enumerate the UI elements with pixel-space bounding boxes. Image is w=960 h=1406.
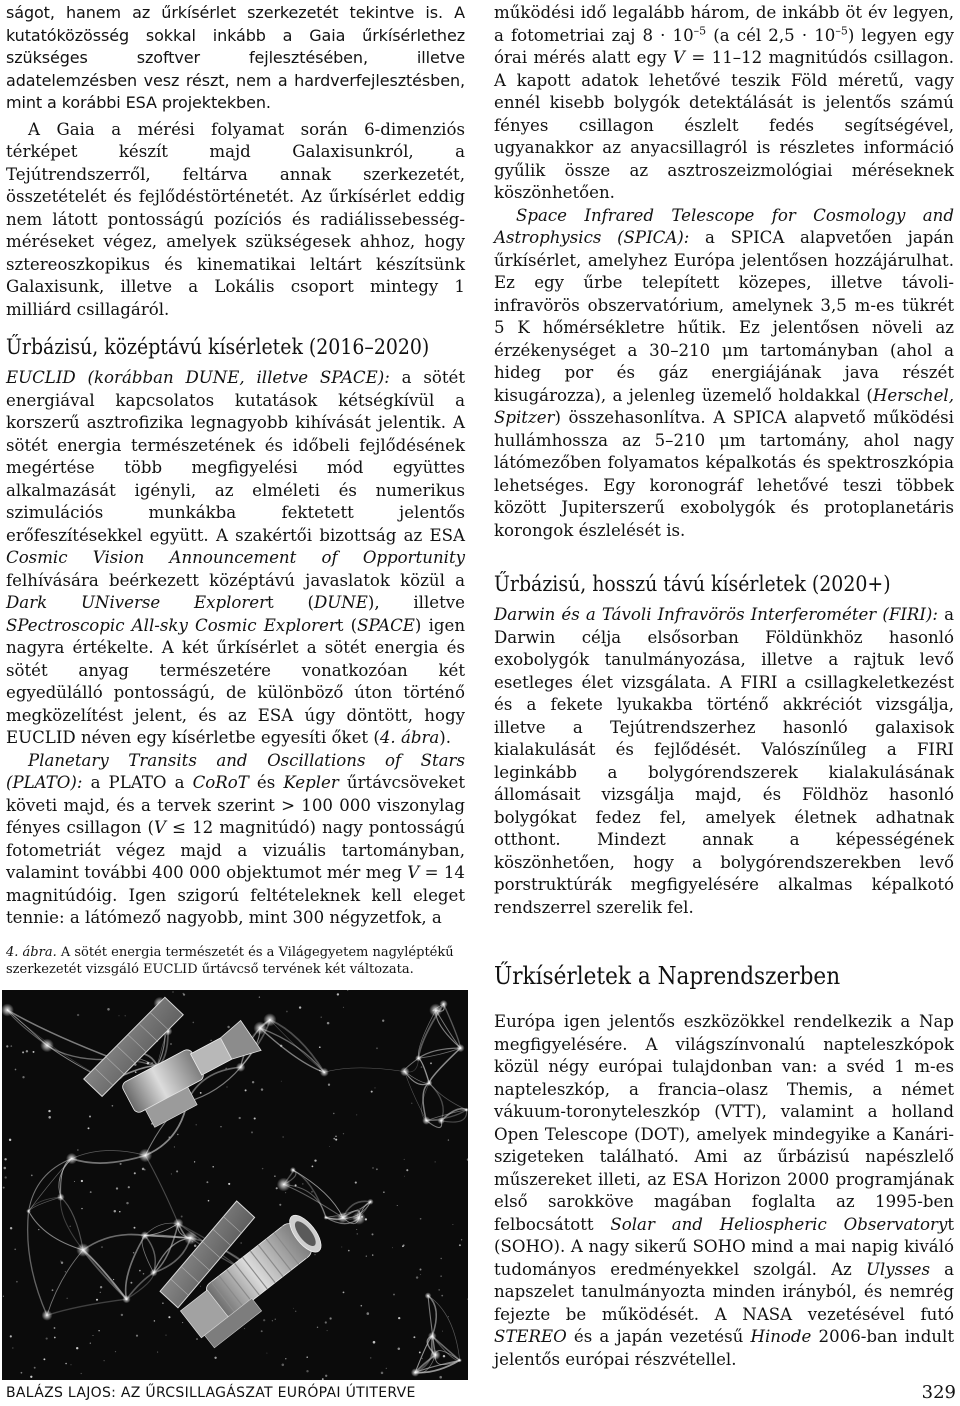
star-dot: [170, 1043, 172, 1045]
star-dot: [120, 1163, 122, 1165]
star-dot: [65, 1271, 66, 1272]
section-heading-solar-system: Űrkísérletek a Naprendszerben: [494, 962, 841, 990]
star-dot: [285, 1192, 286, 1193]
star-dot: [81, 1373, 82, 1374]
star-dot: [314, 1159, 316, 1161]
star-dot: [280, 1045, 282, 1047]
star-dot: [9, 1139, 11, 1141]
star-dot: [355, 1182, 357, 1184]
paragraph-gaia-map: A Gaia a mérési folyamat során 6-dimenziós térképet készít majd Galaxisunkról, a Tejútrendszerről, feltárva annak szerkezetét, összetételét és fejlődéstörténetét. Az űrkísérlet eddig nem látott pontosságú pozíciós és radiálissebesség-méréseket végez, amelyek szükségesek ahhoz, hogy sztereoszkopikus és kinematikai leltárt készítsünk Galaxisunk, illetve a Lokális csoport mintegy 1 milliárd csillagáról.: [6, 119, 465, 319]
star-dot: [325, 1375, 327, 1377]
star-dot: [372, 1254, 373, 1255]
star-dot: [69, 1226, 70, 1227]
galaxy-cluster-node: [320, 1068, 329, 1077]
star-dot: [356, 1114, 357, 1115]
galaxy-cluster-node: [422, 1116, 430, 1124]
star-dot: [133, 1252, 134, 1253]
galaxy-cluster-node: [352, 1211, 365, 1224]
star-dot: [154, 1320, 156, 1322]
star-dot: [10, 1045, 12, 1047]
star-dot: [420, 1274, 421, 1275]
star-dot: [226, 1086, 227, 1087]
star-dot: [60, 1261, 61, 1262]
star-dot: [311, 1191, 313, 1193]
galaxy-cluster-node: [456, 1044, 464, 1052]
star-dot: [206, 1181, 208, 1183]
star-dot: [327, 1022, 330, 1025]
star-dot: [286, 1011, 288, 1013]
star-dot: [171, 1173, 172, 1174]
star-dot: [22, 1076, 24, 1078]
star-dot: [192, 1241, 193, 1242]
paragraph-spica: Space Infrared Telescope for Cosmology and Astrophysics (SPICA): a SPICA alapvetően japán űrkísérlet, amelyhez Európa jelentősen hozzájárulhat. Ez egy űrbe telepített közepes, illetve távoli-infravörös obszervatórium, amelynek 3,5 m-es tükrét 5 K hőmérsékletre hűtik. Ez jelentősen növeli az érzékenységet a 30–210 μm tartományban (ahol a hideg por és gáz energiájának java részét kisugározza), a jelenleg üzemelő holdakkal (Herschel, Spitzer) összehasonlítva. A SPICA alapvető működési hullámhossza az 5–210 μm tartomány, ahol nagy látómezőben folyamatos képalkotás és spektroszkópia lehetséges. Egy koronográf lehetővé teszi többek között Jupiterszerű exobolygók és protoplanetáris korongok észlelését is.: [494, 205, 954, 540]
star-dot: [30, 1376, 32, 1378]
star-dot: [314, 1254, 315, 1255]
star-dot: [15, 1069, 17, 1071]
star-dot: [299, 1006, 301, 1008]
star-dot: [459, 1244, 461, 1246]
star-dot: [183, 994, 185, 996]
galaxy-cluster-node: [458, 1358, 462, 1362]
star-dot: [113, 1279, 114, 1280]
star-dot: [210, 1040, 211, 1041]
star-dot: [381, 1372, 384, 1375]
galaxy-cluster-node: [26, 1209, 31, 1214]
star-dot: [337, 993, 339, 995]
page-number: 329: [921, 1382, 956, 1403]
galaxy-cluster-node: [426, 1080, 432, 1086]
star-dot: [74, 1181, 75, 1182]
star-dot: [259, 996, 260, 997]
star-dot: [4, 1167, 7, 1170]
star-dot: [181, 1216, 183, 1218]
star-dot: [285, 1358, 286, 1359]
star-dot: [196, 1124, 197, 1125]
star-dot: [6, 1045, 8, 1047]
galaxy-cluster-node: [438, 1117, 445, 1124]
star-dot: [452, 1224, 453, 1225]
star-dot: [101, 1247, 102, 1248]
star-dot: [367, 1312, 370, 1315]
star-dot: [370, 1357, 372, 1359]
star-dot: [128, 1186, 130, 1188]
star-dot: [317, 1327, 318, 1328]
star-dot: [107, 1008, 110, 1011]
galaxy-cluster-node: [66, 1153, 77, 1164]
star-dot: [168, 1316, 170, 1318]
star-dot: [333, 1113, 334, 1114]
star-dot: [441, 1295, 443, 1297]
star-dot: [174, 1146, 175, 1147]
star-dot: [272, 1320, 273, 1321]
star-dot: [295, 1311, 296, 1312]
star-dot: [227, 1026, 229, 1028]
star-dot: [77, 1014, 79, 1016]
star-dot: [261, 1330, 263, 1332]
euclid-figure-image: [2, 990, 468, 1380]
galaxy-cluster-node: [324, 1215, 329, 1220]
star-dot: [100, 1292, 101, 1293]
star-dot: [157, 1352, 158, 1353]
star-dot: [440, 1258, 441, 1259]
galaxy-cluster-node: [236, 1063, 245, 1072]
star-dot: [333, 1138, 335, 1140]
star-dot: [327, 1330, 328, 1331]
star-dot: [366, 1255, 367, 1256]
star-dot: [61, 1262, 63, 1264]
star-dot: [90, 1343, 91, 1344]
star-dot: [48, 1110, 50, 1112]
star-dot: [416, 1276, 418, 1278]
paragraph-solar-observation: Európa igen jelentős eszközökkel rendelkezik a Nap megfigyelésére. A világszínvonalú napteleszkópok közül négy európai tulajdonban van: a svéd 1 m-es napteleszkóp, a francia–olasz Themis, a német vákuum-toronyteleszkóp (VTT), valamint a holland Open Telescope (DOT), amelyek mindegyike a Kanári-szigeteken található. Ami az űrbázisú napészlelő műszereket illeti, az ESA Horizon 2000 programjának első sarokköve magában foglalta az 1995-ben felbocsátott Solar and Heliospheric Observatoryt (SOHO). A nagy sikerű SOHO mind a mai napig kiváló tudományos eredményekkel szolgál. Az Ulysses a napszelet tanulmányozta minden irányból, és nemrég fejezte be működését. A NASA vezetésével futó STEREO és a japán vezetésű Hinode 2006-ban indult jelentős európai részvétellel.: [494, 1012, 955, 1369]
star-dot: [3, 1187, 5, 1189]
paragraph-plato: Planetary Transits and Oscillations of Stars (PLATO): a PLATO a CoRoT és Kepler űrtávcsöveket követi majd, és a tervek szerint > 100 000 viszonylag fényes csillagon (V ≤ 12 magnitúdó) nagy pontosságú fotometriát végez majd a vizuális tartományban, valamint további 400 000 objektumot mér meg V = 14 magnitúdóig. Igen szigorú feltételeknek kell eleget tennie: a látómező nagyobb, mint 300 négyzetfok, a: [6, 750, 465, 927]
galaxy-cluster-node: [150, 1269, 158, 1277]
star-dot: [420, 1269, 422, 1271]
galaxy-cluster-node: [411, 1368, 420, 1377]
star-dot: [274, 1176, 275, 1177]
star-dot: [343, 1133, 344, 1134]
galaxy-cluster-node: [367, 1199, 373, 1205]
star-dot: [225, 1068, 227, 1070]
star-dot: [228, 1183, 230, 1185]
star-dot: [295, 1184, 297, 1186]
star-dot: [319, 1046, 321, 1048]
star-dot: [282, 1364, 285, 1367]
star-dot: [312, 1166, 314, 1168]
star-dot: [104, 1360, 105, 1361]
star-dot: [393, 1294, 395, 1296]
star-dot: [275, 1319, 276, 1320]
star-dot: [244, 1328, 245, 1329]
star-dot: [357, 1233, 359, 1235]
galaxy-cluster-node: [425, 1292, 432, 1299]
star-dot: [375, 1087, 376, 1088]
star-dot: [365, 1218, 367, 1220]
star-dot: [397, 1205, 398, 1206]
star-dot: [112, 1105, 114, 1107]
star-dot: [335, 1136, 336, 1137]
galaxy-cluster-node: [400, 1067, 409, 1076]
star-dot: [151, 1062, 153, 1064]
star-dot: [276, 1187, 278, 1189]
star-dot: [341, 1247, 342, 1248]
star-dot: [411, 1103, 412, 1104]
star-dot: [5, 1176, 7, 1178]
galaxy-cluster-node: [40, 1039, 54, 1053]
star-dot: [81, 1208, 82, 1209]
galaxy-cluster-node: [263, 1013, 276, 1026]
star-dot: [329, 1317, 331, 1319]
star-dot: [81, 1180, 83, 1182]
star-dot: [196, 1338, 198, 1340]
star-dot: [135, 1071, 137, 1073]
star-dot: [241, 1243, 242, 1244]
star-dot: [361, 1305, 363, 1307]
star-dot: [115, 1351, 116, 1352]
galaxy-cluster-node: [173, 1218, 183, 1228]
galaxy-cluster-node: [141, 1231, 150, 1240]
figure-caption-label: 4. ábra.: [6, 945, 57, 960]
star-dot: [261, 1088, 263, 1090]
star-dot: [173, 992, 174, 993]
cosmic-web-illustration: [2, 990, 468, 1380]
left-column: [6, 2, 465, 930]
section-heading-long-term: Űrbázisú, hosszú távú kísérletek (2020+): [494, 572, 891, 596]
star-dot: [89, 1116, 91, 1118]
galaxy-cluster-node: [428, 1332, 437, 1341]
section-heading-mid-term: Űrbázisú, középtávú kísérletek (2016–2020): [6, 335, 430, 359]
star-dot: [383, 1191, 385, 1193]
star-dot: [372, 1233, 374, 1235]
star-dot: [71, 1364, 72, 1365]
star-dot: [54, 1327, 56, 1329]
star-dot: [279, 1204, 281, 1206]
star-dot: [200, 1286, 201, 1287]
star-dot: [139, 1270, 141, 1272]
star-dot: [404, 1159, 405, 1160]
galaxy-cluster-node: [290, 1167, 296, 1173]
star-dot: [14, 1248, 16, 1250]
figure-caption: 4. ábra. A sötét energia természetét és a Világegyetem nagyléptékű szerkezetét vizsgáló EUCLID űrtávcső tervének két változata.: [6, 945, 454, 977]
star-dot: [402, 1245, 404, 1247]
galaxy-cluster-node: [337, 1212, 348, 1223]
star-dot: [134, 1227, 136, 1229]
star-dot: [31, 1175, 33, 1177]
star-dot: [356, 1229, 357, 1230]
star-dot: [263, 1319, 265, 1321]
galaxy-cluster-node: [430, 1350, 440, 1360]
star-dot: [96, 1299, 98, 1301]
star-dot: [4, 1158, 6, 1160]
star-dot: [130, 1282, 132, 1284]
star-dot: [281, 1081, 282, 1082]
star-dot: [116, 1187, 118, 1189]
star-dot: [38, 1229, 39, 1230]
star-dot: [343, 1007, 344, 1008]
star-dot: [343, 1292, 345, 1294]
star-dot: [266, 1353, 267, 1354]
star-dot: [306, 1356, 307, 1357]
star-dot: [254, 1117, 256, 1119]
star-dot: [119, 1211, 120, 1212]
star-dot: [392, 1247, 393, 1248]
star-dot: [48, 1116, 51, 1119]
star-dot: [76, 1347, 78, 1349]
star-dot: [143, 1273, 145, 1275]
star-dot: [67, 1298, 68, 1299]
star-dot: [10, 1335, 12, 1337]
galaxy-cluster-node: [57, 1193, 65, 1201]
star-dot: [319, 1070, 320, 1071]
star-dot: [398, 1317, 400, 1319]
star-dot: [386, 1368, 387, 1369]
star-dot: [90, 1191, 92, 1193]
galaxy-cluster-node: [429, 1004, 442, 1017]
star-dot: [306, 1370, 308, 1372]
star-dot: [214, 1357, 216, 1359]
star-dot: [3, 1296, 4, 1297]
star-dot: [443, 1355, 445, 1357]
star-dot: [382, 1020, 384, 1022]
paragraph-plato-continued: működési idő legalább három, de inkább öt év legyen, a fotometriai zaj $8 \cdot 10^{-5}$ (a cél $2,5 \cdot 10^{-5}$) legyen egy órai mérés alatt egy V = 11–12 magnitúdós csillagon. A kapott adatok lehetővé teszik Föld méretű, vagy ennél kisebb bolygók detektálását is jelentős számú fényes csillagon észlelt fedés segítségével, ugyanakkor az anyacsillagról is részletes információ gyűlik össze az asztroszeizmológiai méréseknek köszönhetően.: [494, 3, 954, 202]
star-dot: [142, 1168, 145, 1171]
star-dot: [200, 1092, 202, 1094]
star-dot: [193, 1022, 195, 1024]
star-dot: [440, 1275, 441, 1276]
star-dot: [43, 1358, 45, 1360]
star-dot: [283, 1136, 284, 1137]
figure-reference: 4. ábra: [379, 728, 440, 747]
star-dot: [372, 1167, 373, 1168]
star-dot: [420, 1218, 422, 1220]
star-dot: [176, 1170, 178, 1172]
star-dot: [88, 1127, 90, 1129]
star-dot: [100, 1286, 102, 1288]
star-dot: [413, 1336, 415, 1338]
star-dot: [134, 1172, 136, 1174]
star-dot: [448, 1316, 449, 1317]
star-dot: [12, 1348, 13, 1349]
galaxy-cluster-node: [76, 1243, 90, 1257]
star-dot: [10, 1227, 12, 1229]
star-dot: [419, 1351, 421, 1353]
star-dot: [438, 1289, 440, 1291]
galaxy-cluster-node: [277, 1178, 291, 1192]
star-dot: [442, 1331, 443, 1332]
star-dot: [220, 1126, 221, 1127]
star-dot: [430, 1062, 432, 1064]
star-dot: [46, 1338, 48, 1340]
star-dot: [114, 1210, 116, 1212]
star-dot: [212, 1166, 214, 1168]
star-dot: [328, 1084, 330, 1086]
star-dot: [93, 1335, 94, 1336]
star-dot: [373, 1341, 376, 1344]
star-dot: [361, 1216, 363, 1218]
star-dot: [126, 1202, 128, 1204]
galaxy-cluster-node: [415, 1055, 422, 1062]
star-dot: [61, 1198, 62, 1199]
star-dot: [65, 1363, 67, 1365]
star-dot: [371, 1091, 373, 1093]
star-dot: [439, 1376, 442, 1379]
star-dot: [461, 1239, 462, 1240]
star-dot: [22, 1051, 24, 1053]
star-dot: [169, 1136, 170, 1137]
star-dot: [147, 1062, 150, 1065]
star-dot: [406, 1169, 408, 1171]
star-dot: [251, 1131, 253, 1133]
star-dot: [121, 1314, 123, 1316]
paragraph-euclid: EUCLID (korábban DUNE, illetve SPACE): a sötét energiával kapcsolatos kutatások kétségkívül a korszerű asztrofizika legnagyobb kihívását jelentik. A sötét energia természetének és időbeli fejlődésének megértése több megfigyelési mód együttes alkalmazását igényli, az elméleti és numerikus szimulációs munkákba fektetett jelentős erőfeszítésekkel együtt. A szakértői bizottság az ESA Cosmic Vision Announcement of Opportunity felhívására beérkezett középtávú javaslatok közül a Dark UNiverse Explorert (DUNE), illetve SPectroscopic All-sky Cosmic Explorert (SPACE) igen nagyra értékelte. A két űrkísérlet a sötét energia és sötét anyag természetére vonatkozóan két egyedülálló pontosságú, de különböző úton történő megközelítést jelent, és az ESA úgy döntött, hogy EUCLID néven egy kísérletbe egyesíti őket (4. ábra).: [6, 368, 466, 747]
star-dot: [329, 1146, 330, 1147]
galaxy-cluster-node: [184, 1231, 198, 1245]
star-dot: [421, 1066, 423, 1068]
galaxy-cluster-node: [122, 1295, 130, 1303]
star-dot: [245, 1089, 247, 1091]
star-dot: [435, 1161, 436, 1162]
star-dot: [376, 1168, 378, 1170]
star-dot: [182, 1322, 183, 1323]
star-dot: [322, 1378, 324, 1380]
star-dot: [262, 1168, 263, 1169]
star-dot: [34, 1367, 36, 1369]
star-dot: [404, 1176, 405, 1177]
running-footer-author-title: BALÁZS LAJOS: AZ ŰRCSILLAGÁSZAT EURÓPAI ÚTITERVE: [6, 1385, 416, 1401]
star-dot: [119, 1015, 120, 1016]
paragraph-darwin-firi: Darwin és a Távoli Infravörös Interferométer (FIRI): a Darwin célja elsősorban Földünkhöz hasonló exobolygók tanulmányozása, illetve a rajtuk levő esetleges élet vizsgálata. A FIRI a csillagkeletkezést és a fekete lyukakba történő akkréciót vizsgálja, illetve a Tejútrendszerhez hasonló galaxisok kialakulását és fejlődését. Valószínűleg a FIRI leginkább a bolygórendszerek kialakulásának állomásait vizsgálja majd, és Földhöz hasonló bolygókat fedez fel, amelyek életnek adhatnak otthont. Mindezt annak a képességének köszönhetően, hogy a bolygórendszerekben levő porstruktúrák megfigyelésére alkalmas képalkotó rendszerrel szerelik fel.: [494, 605, 955, 917]
star-dot: [325, 1321, 327, 1323]
star-dot: [162, 1302, 164, 1304]
star-dot: [166, 1335, 167, 1336]
star-dot: [98, 1330, 99, 1331]
star-dot: [239, 1117, 241, 1119]
star-dot: [136, 1335, 138, 1337]
right-column: [494, 2, 954, 1371]
galaxy-cluster-node: [139, 1149, 153, 1163]
star-dot: [302, 1183, 304, 1185]
star-dot: [177, 1134, 178, 1135]
star-dot: [33, 1051, 35, 1053]
star-dot: [77, 1149, 78, 1150]
star-dot: [252, 1081, 254, 1083]
star-dot: [54, 1337, 56, 1339]
star-dot: [16, 1281, 18, 1283]
star-dot: [194, 1245, 197, 1248]
star-dot: [194, 1161, 195, 1162]
star-dot: [125, 1015, 126, 1016]
star-dot: [208, 1200, 210, 1202]
star-dot: [293, 1308, 294, 1309]
star-dot: [144, 1169, 146, 1171]
star-dot: [376, 1047, 378, 1049]
star-dot: [448, 1139, 449, 1140]
star-dot: [421, 1358, 422, 1359]
star-dot: [52, 1289, 54, 1291]
star-dot: [21, 1372, 23, 1374]
star-dot: [348, 1250, 350, 1252]
paragraph-gaia-intro: ságot, hanem az űrkísérlet szerkezetét tekintve is. A kutatóközösség sokkal inkább a Gaia űrkísérlethez szükséges szoftver fejlesztésében, illetve adatelemzésben vesz részt, nem a hardverfejlesztésben, mint a korábbi ESA projektekben.: [6, 3, 465, 112]
galaxy-cluster-node: [42, 1310, 53, 1321]
star-dot: [335, 1139, 337, 1141]
star-dot: [398, 1347, 401, 1350]
star-dot: [26, 1050, 28, 1052]
star-dot: [321, 1017, 322, 1018]
